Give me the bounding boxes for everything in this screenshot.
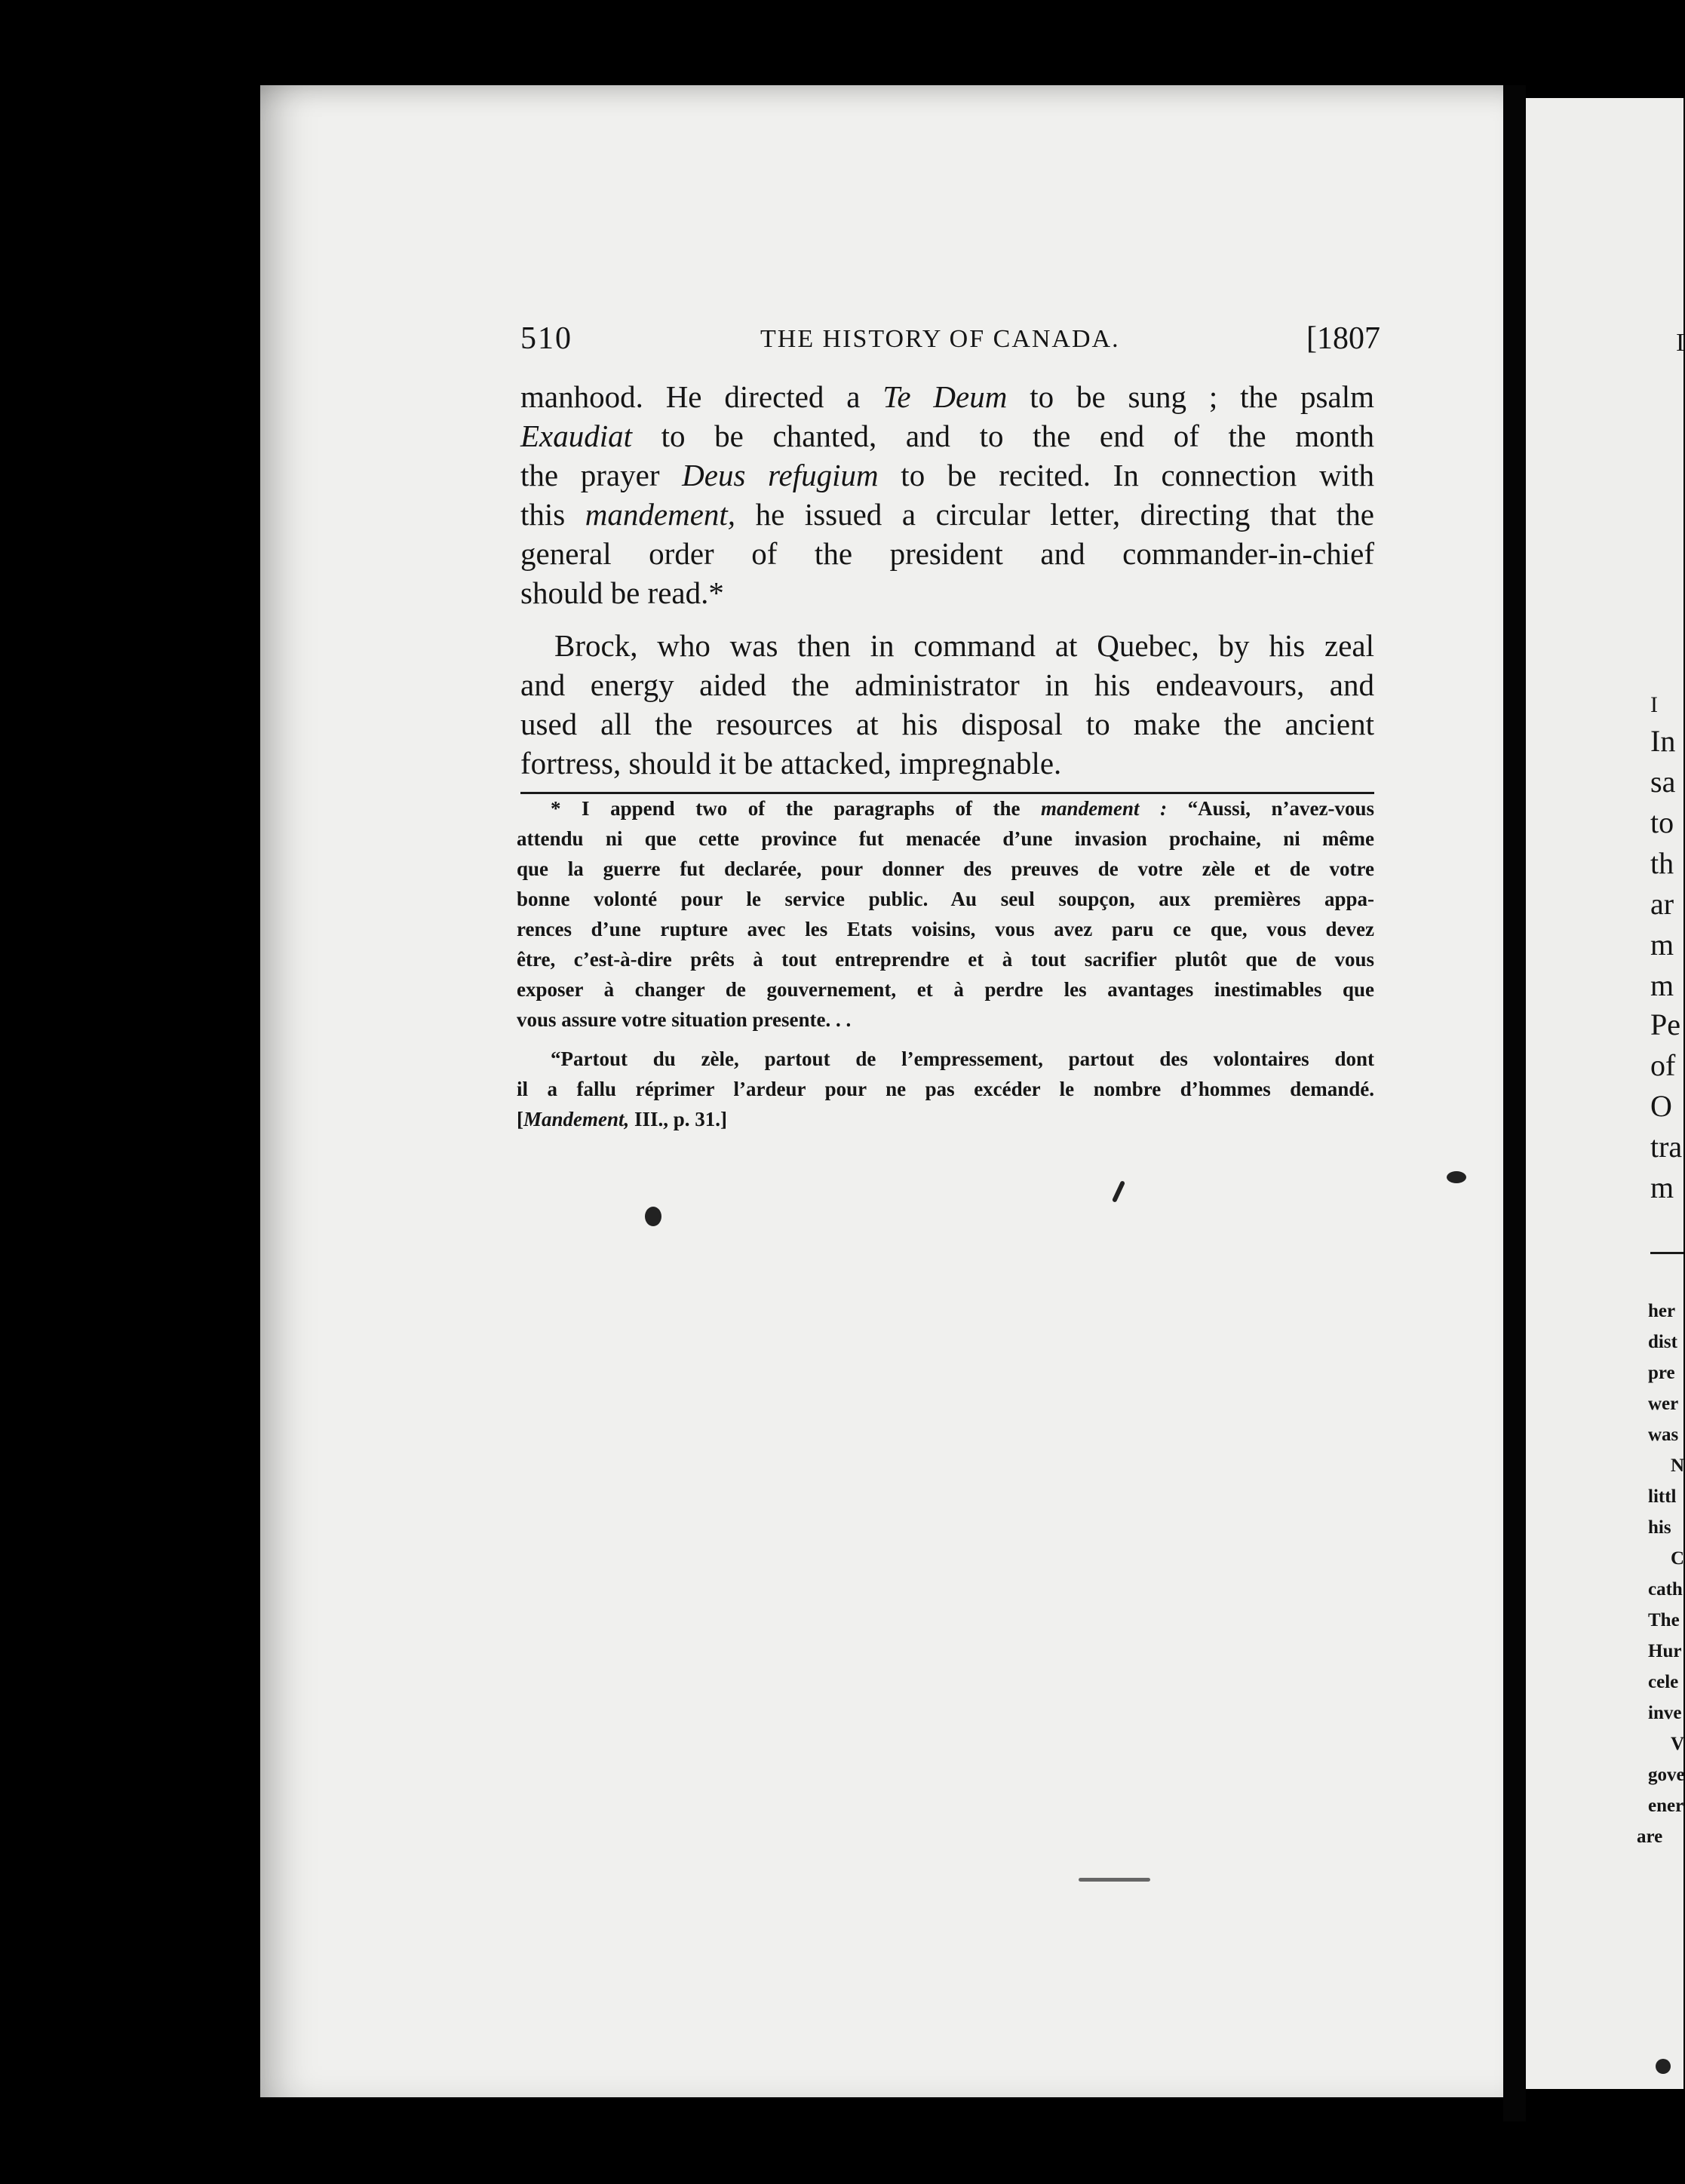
right-footnote-fragment: littl bbox=[1648, 1486, 1677, 1507]
footnote-line: vous assure votre situation presente. . . bbox=[517, 1008, 852, 1031]
right-footnote-fragment: pre bbox=[1648, 1363, 1675, 1383]
right-footnote-fragment: dist bbox=[1648, 1332, 1677, 1352]
right-footnote-fragment: gove bbox=[1648, 1765, 1685, 1785]
footnote-line: rences d’une rupture avec les Etats voisins, vous avez paru ce que, vous devez bbox=[517, 918, 1374, 940]
running-title: THE HISTORY OF CANADA. bbox=[760, 325, 1120, 353]
right-body-fragment: Pe bbox=[1650, 1008, 1680, 1041]
book-gutter bbox=[1503, 85, 1526, 2121]
right-footnote-fragment: are bbox=[1637, 1827, 1663, 1847]
right-footnote-fragment: cath bbox=[1648, 1579, 1683, 1600]
body-line: general order of the president and commander-in-chief bbox=[520, 536, 1374, 571]
right-page-header-fragment: I bbox=[1676, 329, 1685, 357]
body-line: and energy aided the administrator in his endeavours, and bbox=[520, 667, 1374, 702]
footnote-line: que la guerre fut declarée, pour donner des preuves de votre zèle et de votre bbox=[517, 857, 1374, 880]
body-line: this mandement, he issued a circular letter, directing that the bbox=[520, 497, 1374, 532]
scan-speck bbox=[1079, 1878, 1150, 1882]
scan-speck bbox=[1656, 2059, 1671, 2074]
body-line: Brock, who was then in command at Quebec, by his zeal bbox=[554, 628, 1374, 663]
footnote-line: exposer à changer de gouvernement, et à perdre les avantages inestimables que bbox=[517, 978, 1374, 1001]
running-head bbox=[520, 321, 1380, 366]
right-footnote-fragment: C bbox=[1671, 1548, 1685, 1569]
right-body-fragment: th bbox=[1650, 846, 1674, 880]
footnote-line: il a fallu réprimer l’ardeur pour ne pas excéder le nombre d’hommes demandé. bbox=[517, 1078, 1374, 1100]
right-body-fragment: to bbox=[1650, 805, 1674, 839]
right-footnote-fragment: cele bbox=[1648, 1672, 1679, 1692]
right-footnote-fragment: V bbox=[1671, 1734, 1685, 1754]
right-body-fragment: tra bbox=[1650, 1130, 1683, 1164]
scan-speck bbox=[1447, 1171, 1466, 1183]
right-footnote-rule bbox=[1650, 1252, 1683, 1254]
right-footnote-fragment: his bbox=[1648, 1517, 1671, 1538]
running-year: [1807 bbox=[1306, 321, 1380, 356]
right-body-fragment: m bbox=[1650, 928, 1674, 962]
footnote-line: attendu ni que cette province fut menacée d’une invasion prochaine, ni même bbox=[517, 827, 1374, 850]
right-footnote-fragment: N bbox=[1671, 1455, 1685, 1476]
footnote-line: [Mandement, III., p. 31.] bbox=[517, 1108, 728, 1130]
right-body-fragment: I bbox=[1650, 692, 1658, 717]
right-body-fragment: m bbox=[1650, 968, 1674, 1002]
scan-speck bbox=[645, 1207, 661, 1226]
right-footnote-fragment: wer bbox=[1648, 1394, 1679, 1414]
body-line: should be read.* bbox=[520, 575, 724, 610]
right-footnote-fragment: her bbox=[1648, 1301, 1676, 1321]
footnote-line: être, c’est-à-dire prêts à tout entreprendre et à tout sacrifier plutôt que de vous bbox=[517, 948, 1374, 971]
right-body-fragment: m bbox=[1650, 1170, 1674, 1204]
body-line: manhood. He directed a Te Deum to be sung ; the psalm bbox=[520, 379, 1374, 414]
right-body-fragment: O bbox=[1650, 1089, 1672, 1123]
right-footnote-fragment: inve bbox=[1648, 1703, 1682, 1723]
body-line: fortress, should it be attacked, impregnable. bbox=[520, 746, 1062, 781]
right-body-fragment: sa bbox=[1650, 765, 1676, 799]
body-line: Exaudiat to be chanted, and to the end of the month bbox=[520, 419, 1374, 453]
footnote-line: bonne volonté pour le service public. Au seul soupçon, aux premières appa- bbox=[517, 888, 1374, 910]
right-footnote-fragment: ener bbox=[1648, 1796, 1684, 1816]
body-line: the prayer Deus refugium to be recited. In connection with bbox=[520, 458, 1374, 492]
right-footnote-fragment: was bbox=[1648, 1425, 1679, 1445]
right-body-fragment: of bbox=[1650, 1048, 1676, 1082]
footnote-line: * I append two of the paragraphs of the mandement : “Aussi, n’avez-vous bbox=[551, 797, 1374, 820]
body-line: used all the resources at his disposal to make the ancient bbox=[520, 707, 1374, 741]
right-footnote-fragment: The bbox=[1648, 1610, 1680, 1630]
right-body-fragment: ar bbox=[1650, 887, 1674, 921]
right-body-fragment: In bbox=[1650, 724, 1676, 758]
page-number: 510 bbox=[520, 321, 572, 356]
footnote-line: “Partout du zèle, partout de l’empressement, partout des volontaires dont bbox=[551, 1048, 1374, 1070]
right-footnote-fragment: Hur bbox=[1648, 1641, 1682, 1661]
